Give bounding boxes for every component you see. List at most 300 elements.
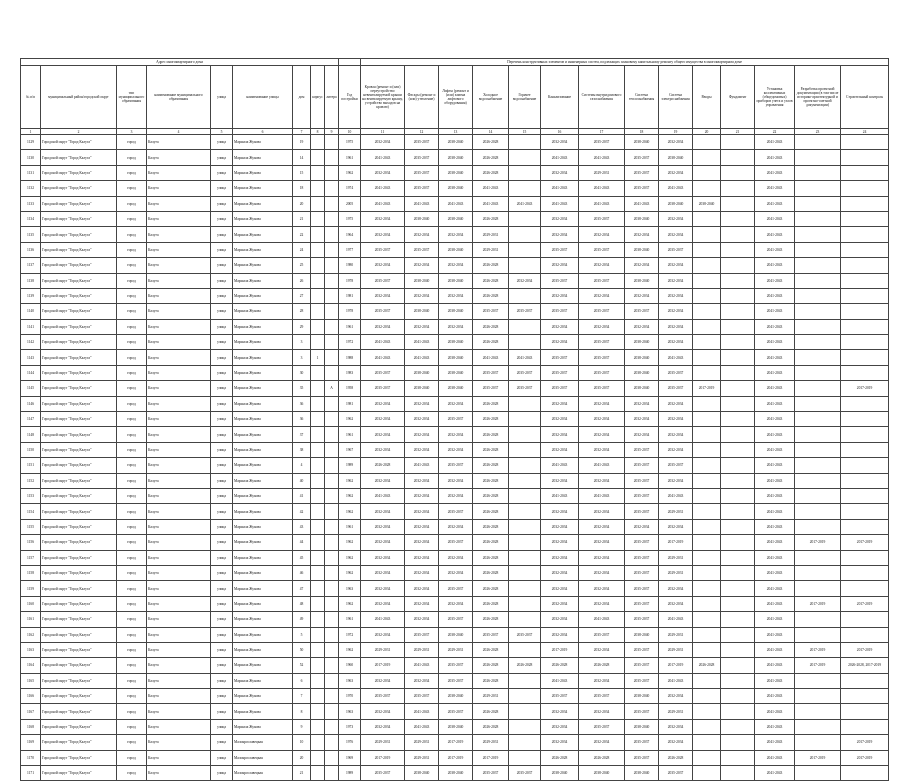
table-cell: 2035-2037 — [509, 766, 541, 781]
table-cell: 2026-2028 — [473, 335, 509, 350]
table-cell — [795, 350, 841, 365]
table-cell: Калуга — [147, 550, 211, 565]
table-cell: 2017-2019 — [841, 535, 889, 550]
table-cell — [311, 596, 325, 611]
table-cell: 2032-2034 — [579, 473, 625, 488]
table-cell — [693, 504, 721, 519]
table-cell: 2032-2034 — [659, 412, 693, 427]
table-cell: Городской округ "Город Калуга" — [41, 488, 117, 503]
table-cell: 2041-2043 — [755, 704, 795, 719]
table-cell: 2035-2037 — [625, 565, 659, 580]
column-number: 22 — [755, 129, 795, 135]
table-cell: 2041-2043 — [405, 196, 439, 211]
table-cell — [311, 288, 325, 303]
table-cell: Малоярославецкая — [233, 766, 293, 781]
table-cell — [325, 488, 339, 503]
table-cell: 2035-2037 — [473, 304, 509, 319]
table-cell: Маршала Жукова — [233, 412, 293, 427]
table-cell: 2032-2034 — [541, 735, 579, 750]
table-cell — [795, 704, 841, 719]
table-cell: 1160 — [21, 596, 41, 611]
table-cell: улица — [211, 766, 233, 781]
table-cell: 2029-2031 — [659, 642, 693, 657]
table-row — [21, 596, 889, 611]
table-cell: 1962 — [339, 596, 361, 611]
table-cell — [311, 519, 325, 534]
table-cell — [795, 550, 841, 565]
table-row — [21, 396, 889, 411]
table-cell — [795, 442, 841, 457]
column-number: 19 — [659, 129, 693, 135]
table-cell: 2032-2034 — [361, 704, 405, 719]
table-cell — [325, 273, 339, 288]
table-cell: Малоярославецкая — [233, 750, 293, 765]
table-cell: 2035-2037 — [541, 365, 579, 380]
table-cell: 2041-2043 — [659, 673, 693, 688]
table-cell — [325, 365, 339, 380]
table-cell — [841, 335, 889, 350]
column-header: Кровля (ремонт и (или) переустройство невентилируемой крыши на вентилируемую крышу, устройство выходов на кровлю) — [361, 66, 405, 129]
table-cell: Городской округ "Город Калуга" — [41, 642, 117, 657]
table-cell: Калуга — [147, 273, 211, 288]
table-cell: 2032-2034 — [439, 565, 473, 580]
table-cell: 2017-2019 — [795, 535, 841, 550]
table-cell — [841, 550, 889, 565]
table-cell: 1142 — [21, 335, 41, 350]
group-address-header: Адрес многоквартирного дома — [21, 59, 339, 66]
table-cell: Маршала Жукова — [233, 196, 293, 211]
table-cell: Калуга — [147, 135, 211, 150]
table-body — [21, 135, 889, 781]
table-cell: 2041-2043 — [755, 473, 795, 488]
table-cell — [325, 719, 339, 734]
table-cell: 2026-2028 — [473, 596, 509, 611]
table-cell: 2035-2037 — [579, 335, 625, 350]
table-cell — [721, 396, 755, 411]
table-cell: Городской округ "Город Калуга" — [41, 550, 117, 565]
table-row — [21, 258, 889, 273]
table-cell: Маршала Жукова — [233, 627, 293, 642]
table-cell: 2032-2034 — [541, 704, 579, 719]
table-cell: 1152 — [21, 473, 41, 488]
table-cell: Маршала Жукова — [233, 242, 293, 257]
table-cell — [693, 350, 721, 365]
table-cell: 1976 — [339, 735, 361, 750]
table-cell — [841, 719, 889, 734]
table-cell: 1969 — [339, 750, 361, 765]
table-cell: 2035-2037 — [361, 365, 405, 380]
table-cell — [325, 612, 339, 627]
table-cell: город — [117, 535, 147, 550]
table-cell: 2038-2040 — [439, 181, 473, 196]
table-cell: 2026-2028 — [473, 427, 509, 442]
table-cell: 2035-2037 — [509, 381, 541, 396]
table-cell: Маршала Жукова — [233, 227, 293, 242]
table-cell — [325, 735, 339, 750]
table-cell — [509, 596, 541, 611]
table-cell: Калуга — [147, 350, 211, 365]
table-cell — [721, 458, 755, 473]
table-cell: улица — [211, 735, 233, 750]
table-cell — [795, 273, 841, 288]
table-cell — [721, 427, 755, 442]
table-cell: 2032-2034 — [659, 689, 693, 704]
table-cell: 2026-2028 — [473, 211, 509, 226]
table-cell: город — [117, 504, 147, 519]
table-cell: 1962 — [339, 550, 361, 565]
table-cell — [841, 458, 889, 473]
table-cell — [509, 319, 541, 334]
table-cell: 2038-2040 — [405, 273, 439, 288]
table-cell: 2017-2019 — [795, 750, 841, 765]
table-cell: 2038-2040 — [439, 242, 473, 257]
table-cell: 2038-2040 — [625, 689, 659, 704]
column-header: Лифты (ремонт и (или) замена лифтового оборудования) — [439, 66, 473, 129]
column-header: Год постройки — [339, 66, 361, 129]
column-number: 5 — [211, 129, 233, 135]
table-cell: 2038-2040 — [439, 211, 473, 226]
table-cell: 1972 — [339, 335, 361, 350]
table-cell — [841, 581, 889, 596]
table-cell: 2035-2037 — [361, 304, 405, 319]
column-header: Фасады (ремонт и (или) утепление) — [405, 66, 439, 129]
table-cell: Городской округ "Город Калуга" — [41, 196, 117, 211]
table-cell: Городской округ "Город Калуга" — [41, 304, 117, 319]
table-cell: улица — [211, 319, 233, 334]
table-cell: 2041-2043 — [755, 504, 795, 519]
table-cell: 2035-2037 — [625, 181, 659, 196]
table-cell: улица — [211, 473, 233, 488]
table-cell: Городской округ "Город Калуга" — [41, 473, 117, 488]
table-cell: 2035-2037 — [625, 304, 659, 319]
table-cell: 42 — [293, 504, 311, 519]
table-cell — [325, 304, 339, 319]
table-cell: улица — [211, 211, 233, 226]
table-cell — [693, 766, 721, 781]
table-cell: улица — [211, 658, 233, 673]
table-cell: 2041-2043 — [541, 150, 579, 165]
table-cell: 29 — [293, 319, 311, 334]
table-cell: улица — [211, 596, 233, 611]
table-row — [21, 442, 889, 457]
table-cell — [693, 211, 721, 226]
table-cell — [311, 273, 325, 288]
table-cell: 2035-2037 — [625, 612, 659, 627]
table-cell: 40 — [293, 473, 311, 488]
table-cell: улица — [211, 550, 233, 565]
table-cell: Калуга — [147, 519, 211, 534]
column-number: 6 — [233, 129, 293, 135]
column-number: 10 — [339, 129, 361, 135]
table-cell — [509, 242, 541, 257]
table-cell: 1978 — [339, 304, 361, 319]
table-cell: Калуга — [147, 211, 211, 226]
column-header: Холодное водоснабжение — [473, 66, 509, 129]
table-cell: Городской округ "Город Калуга" — [41, 612, 117, 627]
table-cell: 1962 — [339, 473, 361, 488]
table-cell: Маршала Жукова — [233, 458, 293, 473]
table-cell — [325, 642, 339, 657]
table-cell: улица — [211, 335, 233, 350]
table-cell: 2017-2019 — [473, 750, 509, 765]
table-cell: 2041-2043 — [541, 196, 579, 211]
table-cell — [509, 288, 541, 303]
table-row — [21, 181, 889, 196]
table-cell — [795, 488, 841, 503]
table-cell: 2038-2040 — [625, 135, 659, 150]
table-cell — [325, 135, 339, 150]
table-cell: город — [117, 196, 147, 211]
table-cell: 2032-2034 — [579, 550, 625, 565]
table-cell: 2041-2043 — [541, 458, 579, 473]
table-cell: Маршала Жукова — [233, 581, 293, 596]
table-cell: 2029-2031 — [405, 735, 439, 750]
table-cell — [311, 242, 325, 257]
table-cell — [795, 766, 841, 781]
table-cell — [721, 735, 755, 750]
table-cell — [509, 458, 541, 473]
table-cell: 2035-2037 — [659, 766, 693, 781]
table-cell: 2035-2037 — [625, 704, 659, 719]
table-cell: Городской округ "Город Калуга" — [41, 350, 117, 365]
table-cell: Городской округ "Город Калуга" — [41, 181, 117, 196]
table-cell — [311, 412, 325, 427]
table-cell — [509, 211, 541, 226]
table-cell: 2035-2037 — [439, 504, 473, 519]
table-cell — [311, 227, 325, 242]
table-cell — [721, 766, 755, 781]
table-cell: 2017-2019 — [693, 381, 721, 396]
table-cell: Маршала Жукова — [233, 442, 293, 457]
table-cell: 2032-2034 — [541, 165, 579, 180]
table-cell: 2041-2043 — [755, 242, 795, 257]
table-cell: Городской округ "Город Калуга" — [41, 381, 117, 396]
table-cell: 2032-2034 — [439, 258, 473, 273]
table-cell: 2026-2028 — [473, 473, 509, 488]
table-cell: Калуга — [147, 658, 211, 673]
table-cell: улица — [211, 227, 233, 242]
table-cell: 2038-2040 — [693, 196, 721, 211]
table-cell: 2029-2031 — [473, 735, 509, 750]
table-cell: Городской округ "Город Калуга" — [41, 596, 117, 611]
table-cell: 2035-2037 — [439, 535, 473, 550]
table-cell — [693, 689, 721, 704]
table-cell — [693, 550, 721, 565]
table-cell — [721, 258, 755, 273]
table-cell: Маршала Жукова — [233, 719, 293, 734]
table-cell — [841, 319, 889, 334]
table-cell: 2017-2019 — [795, 658, 841, 673]
table-cell: 2026-2028 — [579, 750, 625, 765]
table-cell: Городской округ "Город Калуга" — [41, 396, 117, 411]
table-cell: 2035-2037 — [579, 350, 625, 365]
table-cell: 2032-2034 — [361, 627, 405, 642]
table-cell — [509, 335, 541, 350]
table-cell: 2041-2043 — [755, 211, 795, 226]
table-cell: город — [117, 304, 147, 319]
table-cell: улица — [211, 704, 233, 719]
table-row — [21, 658, 889, 673]
table-cell: 2041-2043 — [473, 196, 509, 211]
table-cell: 2041-2043 — [755, 381, 795, 396]
table-cell: 2032-2034 — [405, 596, 439, 611]
table-cell: 2038-2040 — [439, 150, 473, 165]
table-cell — [325, 227, 339, 242]
table-cell: 2032-2034 — [439, 319, 473, 334]
column-header: Канализование — [541, 66, 579, 129]
table-cell — [795, 365, 841, 380]
table-cell: 2032-2034 — [659, 596, 693, 611]
table-cell: 2041-2043 — [405, 704, 439, 719]
table-cell: 2038-2040 — [405, 304, 439, 319]
table-cell — [693, 273, 721, 288]
table-cell: 28 — [293, 304, 311, 319]
table-cell: Городской округ "Город Калуга" — [41, 673, 117, 688]
table-cell — [721, 304, 755, 319]
table-cell: Городской округ "Город Калуга" — [41, 273, 117, 288]
table-cell — [509, 473, 541, 488]
table-cell: город — [117, 581, 147, 596]
table-cell: Калуга — [147, 304, 211, 319]
table-cell: улица — [211, 442, 233, 457]
table-cell: 2035-2037 — [405, 627, 439, 642]
table-cell: 2026-2028 — [473, 458, 509, 473]
table-cell — [795, 627, 841, 642]
table-cell — [721, 750, 755, 765]
table-cell: 1977 — [339, 242, 361, 257]
table-cell — [693, 719, 721, 734]
column-header: Системы внутридомового газоснабжения — [579, 66, 625, 129]
table-cell: улица — [211, 273, 233, 288]
table-cell: 1980 — [339, 258, 361, 273]
table-row — [21, 288, 889, 303]
table-cell: Маршала Жукова — [233, 658, 293, 673]
table-cell: Калуга — [147, 319, 211, 334]
table-cell: 2041-2043 — [361, 196, 405, 211]
table-cell: Маршала Жукова — [233, 488, 293, 503]
table-cell: 2032-2034 — [579, 642, 625, 657]
table-cell: 2032-2034 — [405, 288, 439, 303]
table-cell: Калуга — [147, 381, 211, 396]
table-cell: 2035-2037 — [579, 689, 625, 704]
table-cell: 2032-2034 — [541, 396, 579, 411]
table-cell: Калуга — [147, 673, 211, 688]
table-cell: 7 — [293, 689, 311, 704]
table-cell — [841, 273, 889, 288]
table-cell: 2035-2037 — [405, 150, 439, 165]
table-cell: город — [117, 211, 147, 226]
table-cell — [721, 273, 755, 288]
table-cell: город — [117, 766, 147, 781]
table-cell — [311, 766, 325, 781]
table-cell: 24 — [293, 242, 311, 257]
table-cell: 1964 — [339, 227, 361, 242]
table-cell: 2032-2034 — [361, 519, 405, 534]
table-cell: 2032-2034 — [541, 211, 579, 226]
table-cell: Городской округ "Город Калуга" — [41, 288, 117, 303]
table-cell: Городской округ "Город Калуга" — [41, 735, 117, 750]
table-cell: город — [117, 273, 147, 288]
table-cell: 2029-2031 — [659, 550, 693, 565]
table-cell: 2032-2034 — [439, 427, 473, 442]
column-header: Горячее водоснабжение — [509, 66, 541, 129]
column-header: дом — [293, 66, 311, 129]
table-cell: 2041-2043 — [755, 689, 795, 704]
table-cell: улица — [211, 381, 233, 396]
table-cell — [325, 412, 339, 427]
table-cell — [721, 627, 755, 642]
column-number: 18 — [625, 129, 659, 135]
table-cell: 1963 — [339, 673, 361, 688]
table-cell — [311, 689, 325, 704]
table-cell — [509, 488, 541, 503]
table-cell: Маршала Жукова — [233, 673, 293, 688]
table-cell: Калуга — [147, 396, 211, 411]
table-cell: 2032-2034 — [659, 335, 693, 350]
table-cell: город — [117, 242, 147, 257]
table-cell: Маршала Жукова — [233, 304, 293, 319]
table-cell — [693, 227, 721, 242]
table-cell: 2032-2034 — [659, 735, 693, 750]
table-cell: 1962 — [339, 535, 361, 550]
table-cell: 36 — [293, 396, 311, 411]
table-cell: город — [117, 442, 147, 457]
table-cell: 2032-2034 — [361, 427, 405, 442]
table-cell: Маршала Жукова — [233, 150, 293, 165]
table-cell: город — [117, 550, 147, 565]
table-cell: 2035-2037 — [625, 458, 659, 473]
table-cell: Маршала Жукова — [233, 550, 293, 565]
table-cell: 1975 — [339, 135, 361, 150]
table-cell: 1129 — [21, 135, 41, 150]
table-cell — [841, 442, 889, 457]
table-cell: 2041-2043 — [755, 735, 795, 750]
table-cell — [721, 535, 755, 550]
table-cell: 2035-2037 — [579, 135, 625, 150]
table-cell: 2029-2031 — [473, 689, 509, 704]
table-cell — [841, 488, 889, 503]
table-cell: 1978 — [339, 273, 361, 288]
column-number: 12 — [405, 129, 439, 135]
table-cell — [311, 258, 325, 273]
table-row — [21, 165, 889, 180]
table-cell: 2041-2043 — [755, 488, 795, 503]
table-cell: улица — [211, 504, 233, 519]
table-cell: 2041-2043 — [439, 196, 473, 211]
table-cell: 2017-2019 — [439, 735, 473, 750]
table-cell — [509, 750, 541, 765]
table-cell: 2035-2037 — [473, 381, 509, 396]
table-cell — [795, 181, 841, 196]
table-cell: улица — [211, 565, 233, 580]
table-cell — [325, 350, 339, 365]
table-cell: 2038-2040 — [405, 211, 439, 226]
table-cell: Калуга — [147, 504, 211, 519]
table-cell — [693, 612, 721, 627]
table-cell: Калуга — [147, 181, 211, 196]
table-cell: 2032-2034 — [541, 612, 579, 627]
column-header-row — [21, 66, 889, 129]
table-cell: 2035-2037 — [625, 150, 659, 165]
table-cell — [509, 735, 541, 750]
table-cell: 2032-2034 — [659, 319, 693, 334]
table-cell: 2032-2034 — [541, 412, 579, 427]
table-cell: 2035-2037 — [405, 689, 439, 704]
table-cell: 1962 — [339, 488, 361, 503]
table-cell — [721, 612, 755, 627]
table-cell: 2035-2037 — [579, 242, 625, 257]
table-cell: город — [117, 427, 147, 442]
